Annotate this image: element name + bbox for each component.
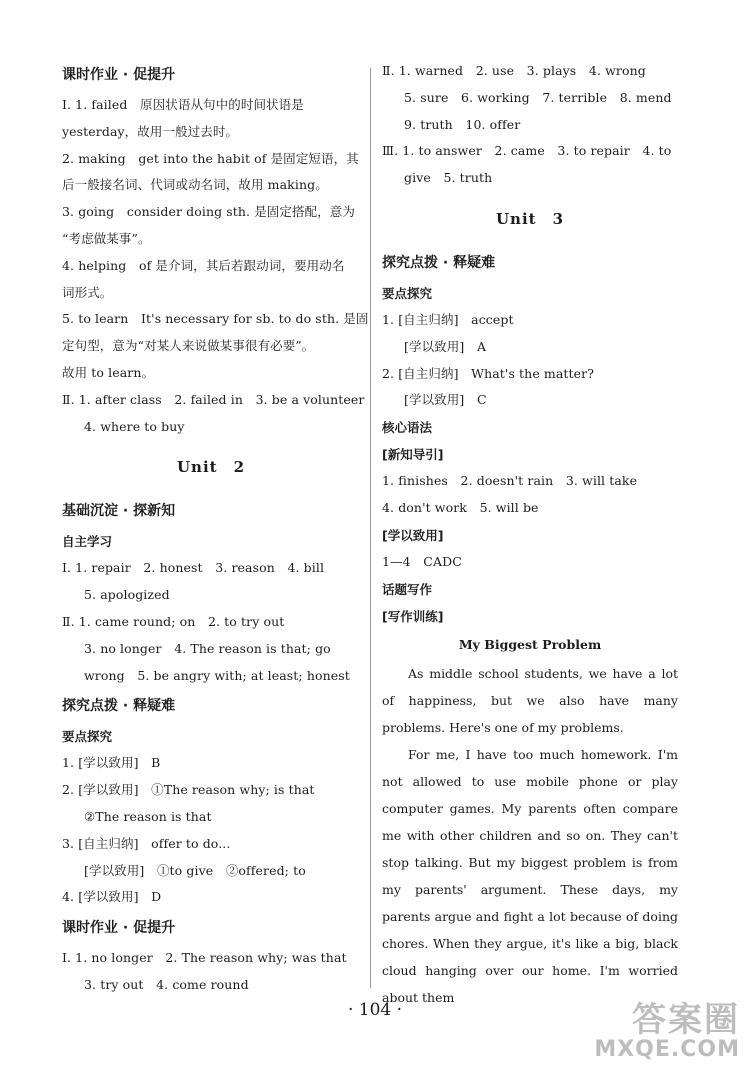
answer-line: give 5. truth <box>404 170 493 186</box>
answer-line: 9. truth 10. offer <box>404 116 521 132</box>
answer-line: 词形式。 <box>62 284 113 300</box>
subsection-heading: [新知导引] <box>382 447 444 463</box>
unit-title: Unit 2 <box>176 458 246 477</box>
essay-paragraph-1: As middle school students, we have a lot of happiness, but we also have many problems. Here's one of my problems. <box>382 665 678 735</box>
subsection-heading: 要点探究 <box>62 729 113 745</box>
answer-line: 2. [学以致用] ①The reason why; is that <box>62 782 315 798</box>
answer-line: 3. [自主归纳] offer to do... <box>62 835 231 851</box>
answer-line: 3. going consider doing sth. 是固定搭配，意为 <box>62 204 356 220</box>
answer-line: [学以致用] A <box>404 338 487 354</box>
subsection-heading: 要点探究 <box>382 285 433 301</box>
answer-line: Ⅰ. 1. no longer 2. The reason why; was that <box>62 950 347 966</box>
section-heading: 探究点拨 · 释疑难 <box>382 254 496 271</box>
section-heading: 课时作业 · 促提升 <box>62 67 176 83</box>
unit-title: Unit 3 <box>495 209 565 228</box>
essay-title: My Biggest Problem <box>458 636 602 652</box>
answer-line: 5. to learn It's necessary for sb. to do sth. 是固 <box>62 311 369 327</box>
answer-line: ②The reason is that <box>84 808 212 824</box>
section-heading: 课时作业 · 促提升 <box>62 920 176 937</box>
answer-line: 2. making get into the habit of 是固定短语，其 <box>62 150 359 166</box>
answer-line: 1. [学以致用] B <box>62 755 161 771</box>
answer-line: 3. try out 4. come round <box>84 976 249 992</box>
answer-line: [学以致用] C <box>404 392 487 408</box>
answer-line: 4. don't work 5. will be <box>382 499 539 515</box>
page-number: · 104 · <box>347 1000 403 1020</box>
section-heading: 基础沉淀 · 探新知 <box>62 503 176 520</box>
answer-line: 定句型，意为“对某人来说做某事很有必要”。 <box>62 338 315 354</box>
column-divider <box>370 68 371 988</box>
section-heading: 探究点拨 · 释疑难 <box>62 698 176 715</box>
answer-line: 5. sure 6. working 7. terrible 8. mend <box>404 89 672 105</box>
subsection-heading: 核心语法 <box>382 420 433 436</box>
subsection-heading: 话题写作 <box>382 581 433 597</box>
answer-line: Ⅱ. 1. warned 2. use 3. plays 4. wrong <box>382 63 646 78</box>
watermark-text: 答案圈 <box>632 1000 740 1040</box>
answer-line: 3. no longer 4. The reason is that; go <box>84 640 331 656</box>
answer-line: 故用 to learn。 <box>62 364 155 380</box>
answer-line: “考虑做某事”。 <box>62 230 151 246</box>
answer-line: 1—4 CADC <box>382 553 462 569</box>
subsection-heading: [学以致用] <box>382 527 444 543</box>
answer-line: 2. [自主归纳] What's the matter? <box>382 365 595 381</box>
answer-line: Ⅰ. 1. repair 2. honest 3. reason 4. bill <box>62 560 325 576</box>
answer-line: wrong 5. be angry with; at least; honest <box>84 667 350 683</box>
answer-line: 1. [自主归纳] accept <box>382 311 514 327</box>
answer-line: 4. where to buy <box>84 418 185 434</box>
subsection-heading: 自主学习 <box>62 534 113 550</box>
answer-line: 4. [学以致用] D <box>62 889 162 905</box>
answer-line: 1. finishes 2. doesn't rain 3. will take <box>382 473 638 489</box>
answer-line: [学以致用] ①to give ②offered; to <box>84 862 306 878</box>
answer-line: Ⅱ. 1. after class 2. failed in 3. be a volunteer <box>62 391 365 407</box>
answer-line: 后一般接名词、代词或动名词，故用 making。 <box>62 177 328 193</box>
watermark-url: MXQE.COM <box>594 1037 740 1062</box>
answer-line: Ⅱ. 1. came round; on 2. to try out <box>62 613 285 629</box>
subsection-heading: [写作训练] <box>382 608 444 624</box>
answer-line: Ⅲ. 1. to answer 2. came 3. to repair 4. to <box>382 143 672 159</box>
right-column <box>382 58 678 1011</box>
right-answer-lines <box>382 58 678 630</box>
watermark-logo <box>594 1002 740 1062</box>
left-column <box>62 58 369 999</box>
answer-line: 5. apologized <box>84 587 170 603</box>
answer-line: yesterday，故用一般过去时。 <box>62 123 239 139</box>
answer-line: Ⅰ. 1. failed 原因状语从句中的时间状语是 <box>62 97 304 112</box>
essay-paragraph-2: For me, I have too much homework. I'm not allowed to use mobile phone or play computer games. My parents often compare me with other children and so on. They can't stop talking. But my biggest problem is from my parents' argument. These days, my parents argue and fight a lot because of doing chores. When they argue, it's like a big, black cloud hanging over our home. I'm worried about them <box>382 746 678 1005</box>
answer-line: 4. helping of 是介词，其后若跟动词，要用动名 <box>62 257 345 273</box>
